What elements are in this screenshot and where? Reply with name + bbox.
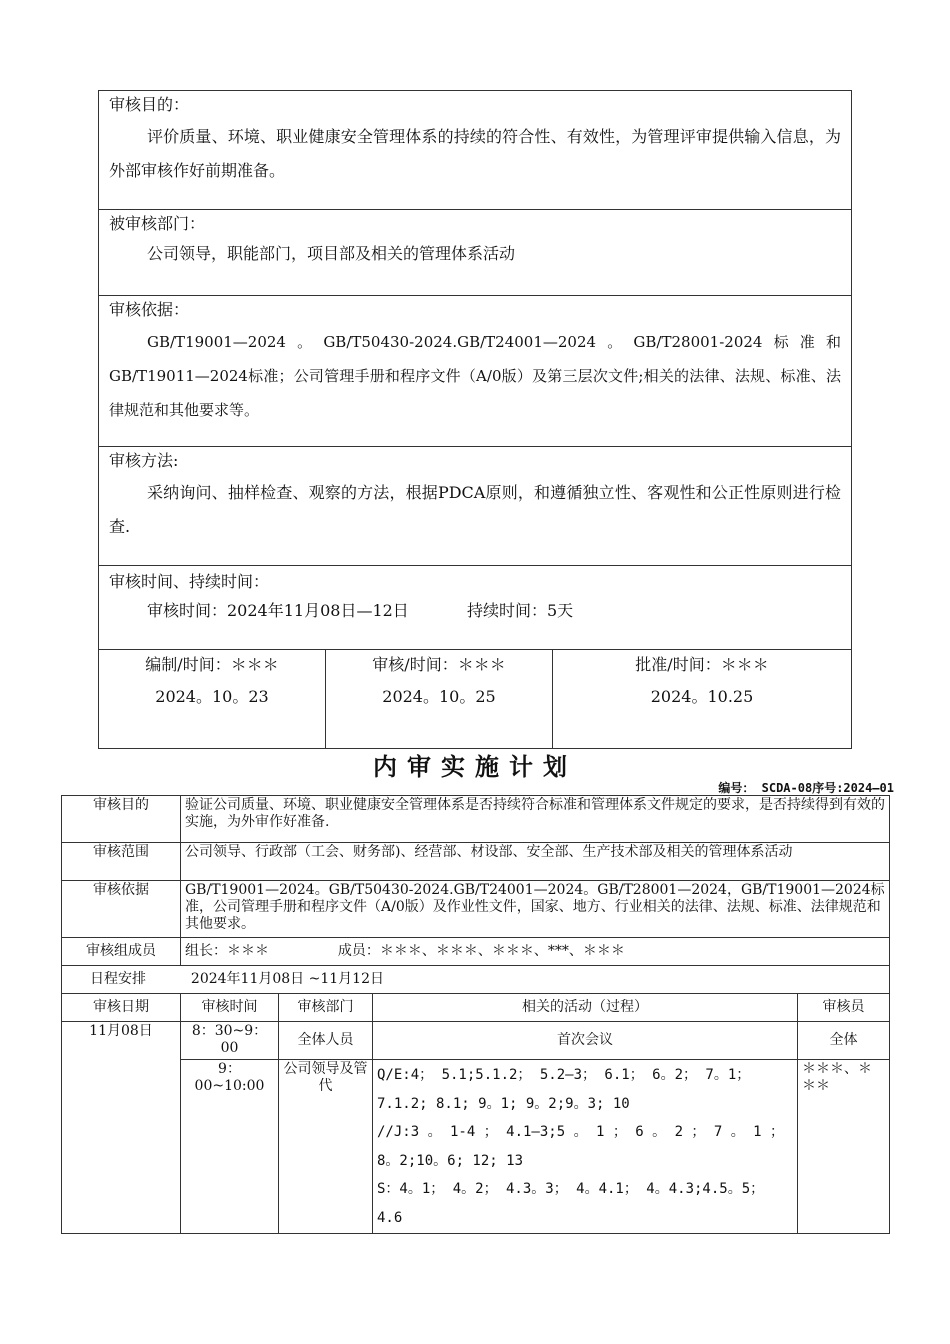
plan-scope-text: 公司领导、行政部（工会、财务部)、经营部、材设部、安全部、生产技术部及相关的管理体系活动 [181,843,890,881]
sign-reviewed [326,650,553,748]
document-code: 编号： SCDA-08序号:2024—01 [718,781,894,795]
basis-text: GB/T19001—2024。GB/T50430-2024.GB/T24001—2024。GB/T28001-2024标准和GB/T19011—2024标准；公司管理手册和程序文件（A/0版）及第三层次文件;相关的法律、法规、标准、法律规范和其他要求等。 [109,333,841,419]
row-time: 8：30~9：00 [181,1022,279,1060]
activity-line: 4.6 [377,1209,403,1226]
audit-time-text: 审核时间：2024年11月08日—12日 [147,601,409,620]
purpose-heading: 审核目的： [109,95,190,114]
row-time: 9：00~10:00 [181,1060,279,1234]
sign-reviewed-date: 2024。10。25 [382,687,496,706]
header-dept: 审核部门 [279,994,373,1022]
sign-approved [553,650,851,748]
plan-basis-text: GB/T19001—2024。GB/T50430-2024.GB/T24001—2024。GB/T28001—2024，GB/T19001—2024标准，公司管理手册和程序文件（A/0版）及作业性文件，国家、地方、行业相关的法律、法规、标准、法律规范和其他要求。 [181,881,890,938]
row-activity: 首次会议 [373,1022,798,1060]
plan-scope-label: 审核范围 [62,843,181,881]
dept-text: 公司领导，职能部门，项目部及相关的管理体系活动 [147,244,516,263]
header-activity: 相关的活动（过程） [373,994,798,1022]
activity-line: 7.1.2; 8.1; 9。1; 9。2;9。3; 10 [377,1095,630,1112]
header-auditor: 审核员 [798,994,890,1022]
header-time: 审核时间 [181,994,279,1022]
schedule-row [62,966,890,994]
plan-basis-label: 审核依据 [62,881,181,938]
table-row [62,1022,890,1060]
sign-approved-date: 2024。10.25 [650,687,754,706]
header-date: 审核日期 [62,994,181,1022]
sign-compiled-date: 2024。10。23 [155,687,269,706]
method-text: 采纳询问、抽样检查、观察的方法，根据PDCA原则，和遵循独立性、客观性和公正性原则进行检查. [109,483,841,536]
signature-row [99,650,851,748]
sign-compiled [99,650,326,748]
dept-heading: 被审核部门： [109,214,206,233]
row-auditor: ＊＊＊、＊＊＊ [798,1060,890,1234]
sign-compiled-label: 编制/时间：＊＊＊ [145,655,279,674]
dept-section [99,210,851,296]
team-row [62,938,890,966]
plan-team-label: 审核组成员 [62,938,181,966]
team-members: 成员：＊＊＊、＊＊＊、＊＊＊、***、＊＊＊ [337,943,625,959]
purpose-section [99,91,851,210]
activity-line: 8。2;10。6; 12; 13 [377,1152,524,1169]
duration-text: 持续时间：5天 [467,601,574,620]
time-heading: 审核时间、持续时间： [109,572,270,591]
plan-purpose-text: 验证公司质量、环境、职业健康安全管理体系是否持续符合标准和管理体系文件规定的要求，是否持续得到有效的实施，为外审作好准备. [181,796,890,843]
activity-line: //J:3 。 1-4 ； 4.1—3;5 。 1 ； 6 。 2 ； 7 。 1 ； [377,1124,785,1140]
audit-summary-form [98,90,852,749]
row-date: 11月08日 [62,1022,181,1234]
basis-row [62,881,890,938]
purpose-row [62,796,890,843]
method-heading: 审核方法: [109,451,179,470]
table-row [62,1060,890,1234]
plan-title: 内审实施计划 [373,752,577,781]
activity-line: S：4。1； 4。2； 4.3。3； 4。4.1； 4。4.3;4.5。5； [377,1181,765,1197]
row-auditor: 全体 [798,1022,890,1060]
team-leader: 组长：＊＊＊ [185,943,269,959]
method-section [99,447,851,566]
basis-section [99,296,851,447]
scope-row [62,843,890,881]
row-dept: 全体人员 [279,1022,373,1060]
sign-approved-label: 批准/时间：＊＊＊ [635,655,769,674]
schedule-text: 2024年11月08日 ~11月12日 [190,971,384,987]
activity-line: Q/E:4； 5.1;5.1.2； 5.2—3； 6.1； 6。2； 7。1； [377,1067,751,1083]
row-dept: 公司领导及管代 [279,1060,373,1234]
audit-plan-table [61,795,890,1234]
time-section [99,566,851,650]
basis-heading: 审核依据： [109,300,190,319]
plan-purpose-label: 审核目的 [62,796,181,843]
schedule-label: 日程安排 [90,971,146,987]
purpose-text: 评价质量、环境、职业健康安全管理体系的持续的符合性、有效性，为管理评审提供输入信息，为外部审核作好前期准备。 [109,127,841,180]
row-activity-list [373,1060,798,1234]
sign-reviewed-label: 审核/时间：＊＊＊ [372,655,506,674]
table-header-row [62,994,890,1022]
